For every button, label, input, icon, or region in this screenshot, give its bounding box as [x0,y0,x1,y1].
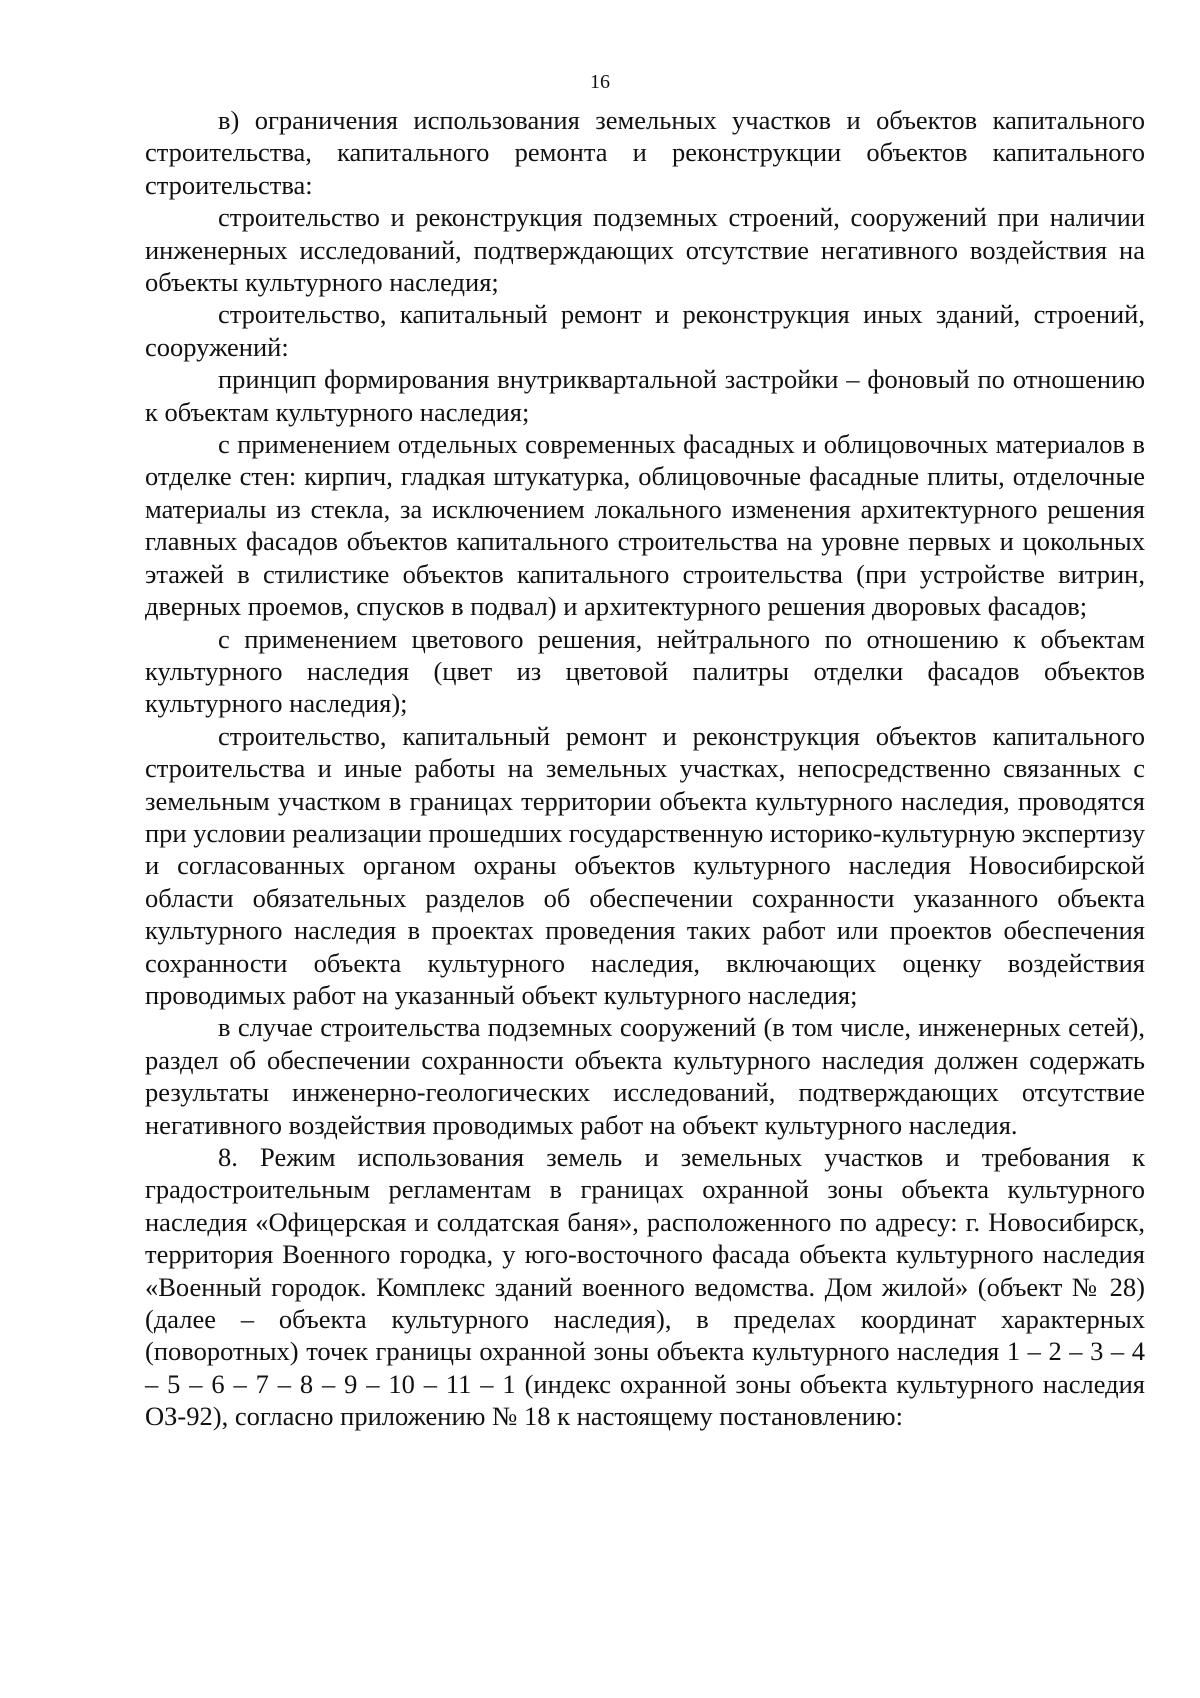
paragraph-color-solution: с применением цветового решения, нейтрального по отношению к объектам культурного наследия (цвет из цветовой палитры отделки фасадов объектов культурного наследия); [145,623,1145,719]
document-body [145,104,1145,1433]
paragraph-underground-construction: строительство и реконструкция подземных строений, сооружений при наличии инженерных исследований, подтверждающих отсутствие негативного воздействия на объекты культурного наследия; [145,202,1145,298]
paragraph-facade-materials: с применением отдельных современных фасадных и облицовочных материалов в отделке стен: кирпич, гладкая штукатурка, облицовочные фасадные плиты, отделочные материалы из стекла, за исключением локального изменения архитектурного решения главных фасадов объектов капитального строительства на уровне первых и цокольных этажей в стилистике объектов капитального строительства (при устройстве витрин, дверных проемов, спусков в подвал) и архитектурного решения дворовых фасадов; [145,429,1145,622]
paragraph-development-principle: принцип формирования внутриквартальной застройки – фоновый по отношению к объектам культурного наследия; [145,364,1145,427]
paragraph-section-8: 8. Режим использования земель и земельных участков и требования к градостроительным регламентам в границах охранной зоны объекта культурного наследия «Офицерская и солдатская баня», расположенного по адресу: г. Новосибирск, территория Военного городка, у юго-восточного фасада объекта культурного наследия «Военный городок. Комплекс зданий военного ведомства. Дом жилой» (объект № 28) (далее – объекта культурного наследия), в пределах координат характерных (поворотных) точек границы охранной зоны объекта культурного наследия 1 – 2 – 3 – 4 – 5 – 6 – 7 – 8 – 9 – 10 – 11 – 1 (индекс охранной зоны объекта культурного наследия ОЗ-92), согласно приложению № 18 к настоящему постановлению: [145,1142,1145,1432]
paragraph-underground-structures: в случае строительства подземных сооружений (в том числе, инженерных сетей), раздел об обеспечении сохранности объекта культурного наследия должен содержать результаты инженерно-геологических исследований, подтверждающих отсутствие негативного воздействия проводимых работ на объект культурного наследия. [145,1012,1145,1140]
paragraph-other-buildings: строительство, капитальный ремонт и реконструкция иных зданий, строений, сооружений: [145,299,1145,362]
paragraph-works-conditions: строительство, капитальный ремонт и реконструкция объектов капитального строительства и иные работы на земельных участках, непосредственно связанных с земельным участком в границах территории объекта культурного наследия, проводятся при условии реализации прошедших государственную историко-культурную экспертизу и согласованных органом охраны объектов культурного наследия Новосибирской области обязательных разделов об обеспечении сохранности указанного объекта культурного наследия в проектах проведения таких работ или проектов обеспечения сохранности объекта культурного наследия, включающих оценку воздействия проводимых работ на указанный объект культурного наследия; [145,720,1145,1010]
page-number: 16 [590,71,610,93]
paragraph-restrictions-heading: в) ограничения использования земельных участков и объектов капитального строительства, капитального ремонта и реконструкции объектов капитального строительства: [145,105,1145,200]
